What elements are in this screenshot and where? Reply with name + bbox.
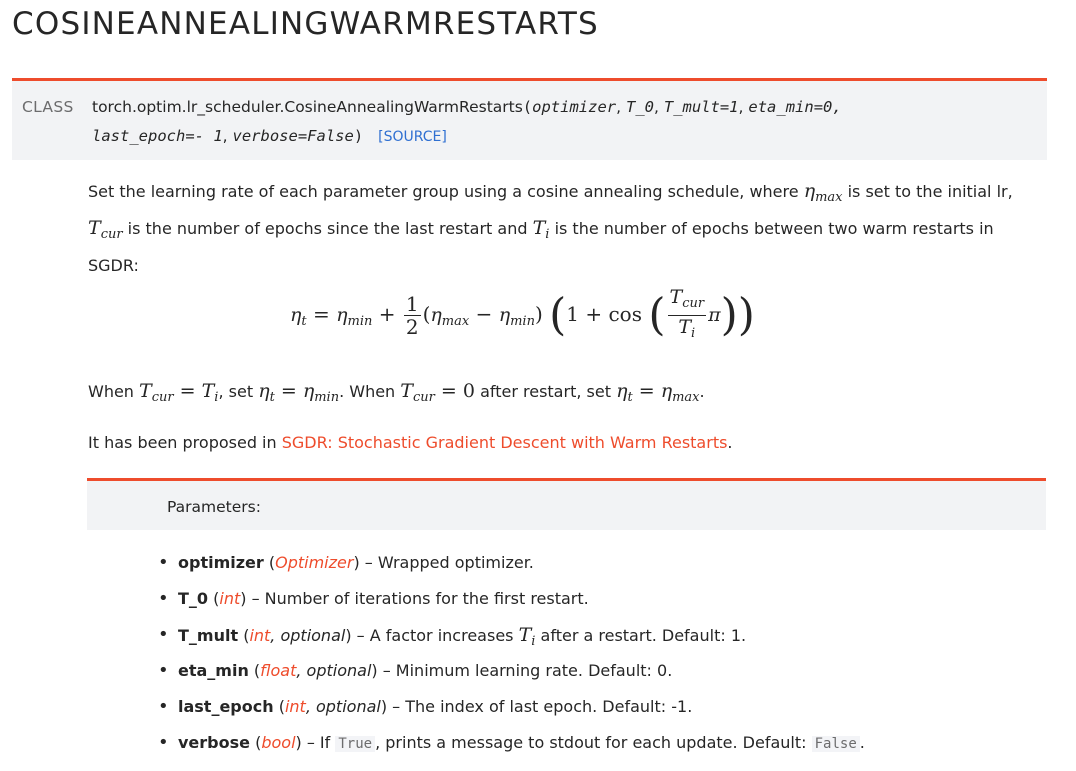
param-desc: – Wrapped optimizer. xyxy=(364,553,534,572)
param-name: verbose xyxy=(178,733,250,752)
description-text: . When xyxy=(339,382,396,401)
description-text: after restart, set xyxy=(480,382,611,401)
list-item: • optimizer (Optimizer) – Wrapped optimizer. xyxy=(178,548,865,584)
param-type-link[interactable]: int xyxy=(284,697,306,716)
math-t-i: $T_i$ xyxy=(518,624,536,649)
signature-line-2: last_epoch=- 1, verbose=False) [SOURCE] xyxy=(92,127,447,145)
close-paren: ) xyxy=(353,127,364,145)
class-label: CLASS xyxy=(22,98,74,116)
param-type-link[interactable]: int xyxy=(249,626,271,645)
list-item: • last_epoch (int, optional) – The index of last epoch. Default: -1. xyxy=(178,692,865,728)
proposed-paragraph: It has been proposed in SGDR: Stochastic Gradient Descent with Warm Restarts. xyxy=(88,433,733,452)
param-last-epoch: last_epoch=- 1 xyxy=(92,127,223,145)
param-name: optimizer xyxy=(178,553,264,572)
description-paragraph xyxy=(88,176,1028,281)
cosine-formula: $\eta_t = \eta_{min}$ + $\frac{1}{2}$ $(\eta_{max} - \eta_{min}) (1 + \cos$ ( $\frac{T_{cur}}{T_i}$ π)) xyxy=(290,286,755,341)
open-paren: ( xyxy=(522,98,533,116)
math-eta-max: $\eta_{max}$ xyxy=(803,180,843,205)
page-title: COSINEANNEALINGWARMRESTARTS xyxy=(12,6,599,42)
param-desc: after a restart. Default: 1. xyxy=(540,626,747,645)
class-qualname: torch.optim.lr_scheduler.CosineAnnealingWarmRestarts xyxy=(92,98,523,116)
list-item: • eta_min (float, optional) – Minimum learning rate. Default: 0. xyxy=(178,656,865,692)
param-type-link[interactable]: int xyxy=(219,589,241,608)
description-text: SGDR: xyxy=(88,256,139,275)
description-text: is the number of epochs since the last restart and xyxy=(127,219,528,238)
param-name: last_epoch xyxy=(178,697,274,716)
signature-line-1: torch.optim.lr_scheduler.CosineAnnealingWarmRestarts(optimizer, T_0, T_mult=1, eta_min=0, xyxy=(92,98,842,116)
param-eta-min: eta_min=0, xyxy=(748,98,842,116)
param-desc: – The index of last epoch. Default: -1. xyxy=(392,697,693,716)
param-type-link[interactable]: bool xyxy=(261,733,296,752)
param-optimizer: optimizer xyxy=(532,98,617,116)
math-t-cur: $T_{cur}$ xyxy=(88,217,123,242)
param-name: T_mult xyxy=(178,626,239,645)
param-desc: – Number of iterations for the first restart. xyxy=(251,589,589,608)
list-item: • T_mult (int, optional) – A factor increases $T_i$ after a restart. Default: 1. xyxy=(178,620,865,656)
description-text: Set the learning rate of each parameter group using a cosine annealing schedule, where xyxy=(88,182,799,201)
param-desc: – Minimum learning rate. Default: 0. xyxy=(382,661,673,680)
param-name: T_0 xyxy=(178,589,209,608)
description-text: is set to the initial lr, xyxy=(847,182,1013,201)
param-t0: T_0 xyxy=(626,98,654,116)
sgdr-paper-link[interactable]: SGDR: Stochastic Gradient Descent with Warm Restarts xyxy=(281,433,728,452)
restart-condition: When $T_{cur} = T_i$, set $\eta_t = \eta_{min}$. When $T_{cur} = 0$ after restart, set $\eta_t = \eta_{max}$. xyxy=(88,380,705,405)
parameters-list xyxy=(178,548,865,764)
param-tmult: T_mult=1 xyxy=(663,98,739,116)
param-desc: – If xyxy=(306,733,331,752)
math-t-i: $T_i$ xyxy=(532,217,550,242)
param-type-link[interactable]: float xyxy=(260,661,297,680)
parameters-header xyxy=(87,478,1046,530)
list-item: • verbose (bool) – If True , prints a message to stdout for each update. Default: False . xyxy=(178,728,865,764)
param-name: eta_min xyxy=(178,661,249,680)
description-text: is the number of epochs between two warm restarts in xyxy=(554,219,994,238)
description-text: It has been proposed in xyxy=(88,433,277,452)
parameters-label: Parameters: xyxy=(167,498,261,516)
param-desc: – A factor increases xyxy=(356,626,514,645)
list-item: • T_0 (int) – Number of iterations for the first restart. xyxy=(178,584,865,620)
code-true: True xyxy=(335,736,375,752)
param-verbose: verbose=False xyxy=(232,127,354,145)
class-signature xyxy=(12,78,1047,160)
param-type-link[interactable]: Optimizer xyxy=(275,553,354,572)
description-text: When xyxy=(88,382,134,401)
source-link[interactable]: [SOURCE] xyxy=(378,129,447,145)
code-false: False xyxy=(812,736,860,752)
param-desc: , prints a message to stdout for each update. Default: xyxy=(375,733,807,752)
description-text: , set xyxy=(218,382,254,401)
